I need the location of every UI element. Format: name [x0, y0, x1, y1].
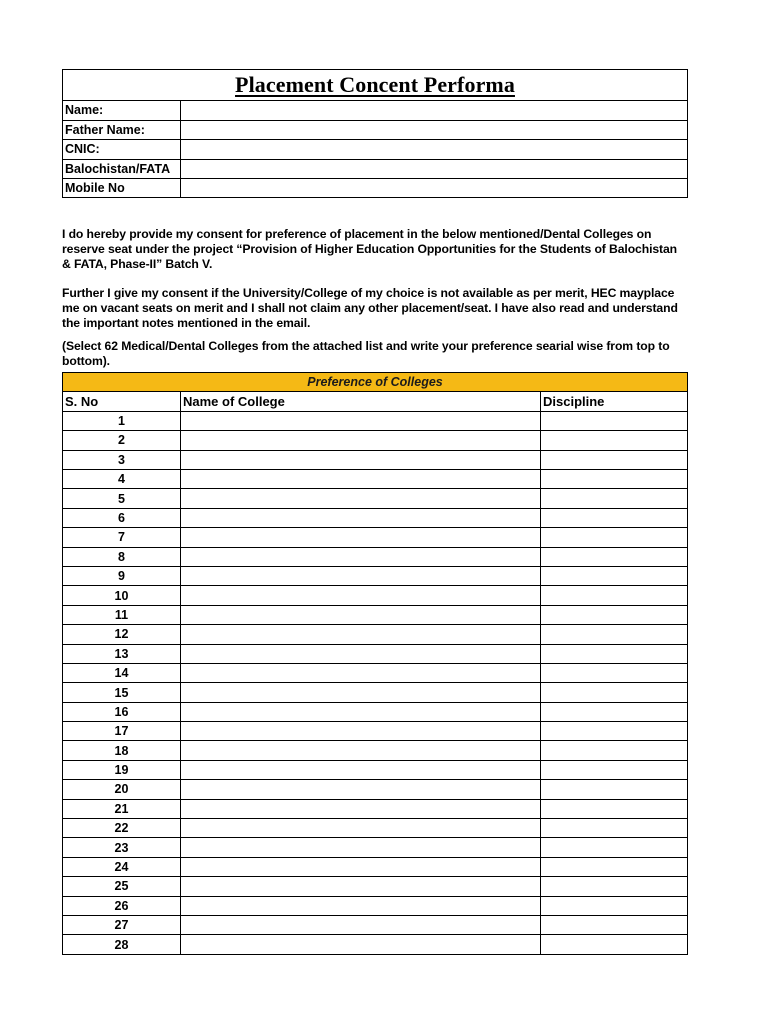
info-row-domicile: [63, 159, 688, 178]
discipline-cell[interactable]: [541, 663, 688, 682]
serial-number: 3: [63, 450, 181, 469]
merit-paragraph: Further I give my consent if the University/College of my choice is not available as per merit, HEC mayplace me on vacant seats on merit and I shall not claim any other placement/seat. I have also read and understand the important notes mentioned in the email.: [62, 286, 678, 331]
discipline-cell[interactable]: [541, 760, 688, 779]
table-row: [63, 528, 688, 547]
column-header-discipline: Discipline: [541, 392, 688, 411]
info-row-name: [63, 101, 688, 120]
table-row: [63, 625, 688, 644]
college-name-cell[interactable]: [181, 547, 541, 566]
cnic-field[interactable]: [181, 140, 688, 159]
college-name-cell[interactable]: [181, 857, 541, 876]
discipline-cell[interactable]: [541, 683, 688, 702]
title-box: [62, 69, 688, 101]
discipline-cell[interactable]: [541, 508, 688, 527]
father-name-field[interactable]: [181, 120, 688, 139]
name-field[interactable]: [181, 101, 688, 120]
table-row: [63, 780, 688, 799]
college-name-cell[interactable]: [181, 916, 541, 935]
discipline-cell[interactable]: [541, 780, 688, 799]
table-row: [63, 916, 688, 935]
serial-number: 4: [63, 470, 181, 489]
college-name-cell[interactable]: [181, 625, 541, 644]
college-name-cell[interactable]: [181, 644, 541, 663]
serial-number: 13: [63, 644, 181, 663]
page-title: Placement Concent Performa: [235, 72, 515, 97]
preference-table: [62, 372, 688, 954]
discipline-cell[interactable]: [541, 450, 688, 469]
consent-form: [62, 69, 688, 955]
table-row: [63, 877, 688, 896]
table-row: [63, 470, 688, 489]
discipline-cell[interactable]: [541, 625, 688, 644]
discipline-cell[interactable]: [541, 935, 688, 954]
discipline-cell[interactable]: [541, 586, 688, 605]
discipline-cell[interactable]: [541, 566, 688, 585]
serial-number: 16: [63, 702, 181, 721]
college-name-cell[interactable]: [181, 411, 541, 430]
serial-number: 12: [63, 625, 181, 644]
serial-number: 24: [63, 857, 181, 876]
column-header-sno: S. No: [63, 392, 181, 411]
serial-number: 22: [63, 819, 181, 838]
serial-number: 1: [63, 411, 181, 430]
college-name-cell[interactable]: [181, 431, 541, 450]
table-row: [63, 760, 688, 779]
college-name-cell[interactable]: [181, 819, 541, 838]
college-name-cell[interactable]: [181, 663, 541, 682]
table-row: [63, 857, 688, 876]
serial-number: 25: [63, 877, 181, 896]
serial-number: 27: [63, 916, 181, 935]
college-name-cell[interactable]: [181, 683, 541, 702]
table-row: [63, 489, 688, 508]
serial-number: 21: [63, 799, 181, 818]
college-name-cell[interactable]: [181, 877, 541, 896]
table-row: [63, 935, 688, 954]
table-row: [63, 702, 688, 721]
discipline-cell[interactable]: [541, 838, 688, 857]
instruction-paragraph: (Select 62 Medical/Dental Colleges from the attached list and write your preference searial wise from top to bottom).: [62, 339, 670, 369]
column-header-college: Name of College: [181, 392, 541, 411]
info-row-mobile: [63, 179, 688, 198]
college-name-cell[interactable]: [181, 450, 541, 469]
serial-number: 14: [63, 663, 181, 682]
college-name-cell[interactable]: [181, 722, 541, 741]
serial-number: 17: [63, 722, 181, 741]
name-label: Name:: [63, 101, 181, 120]
discipline-cell[interactable]: [541, 916, 688, 935]
discipline-cell[interactable]: [541, 741, 688, 760]
table-row: [63, 896, 688, 915]
college-name-cell[interactable]: [181, 586, 541, 605]
domicile-label: Balochistan/FATA: [63, 159, 181, 178]
preference-banner-row: [63, 373, 688, 392]
mobile-field[interactable]: [181, 179, 688, 198]
college-name-cell[interactable]: [181, 566, 541, 585]
table-row: [63, 741, 688, 760]
info-row-father-name: [63, 120, 688, 139]
discipline-cell[interactable]: [541, 644, 688, 663]
discipline-cell[interactable]: [541, 799, 688, 818]
serial-number: 19: [63, 760, 181, 779]
serial-number: 10: [63, 586, 181, 605]
college-name-cell[interactable]: [181, 508, 541, 527]
table-row: [63, 663, 688, 682]
college-name-cell[interactable]: [181, 760, 541, 779]
serial-number: 5: [63, 489, 181, 508]
table-row: [63, 566, 688, 585]
table-row: [63, 799, 688, 818]
discipline-cell[interactable]: [541, 411, 688, 430]
serial-number: 15: [63, 683, 181, 702]
serial-number: 11: [63, 605, 181, 624]
college-name-cell[interactable]: [181, 838, 541, 857]
discipline-cell[interactable]: [541, 431, 688, 450]
discipline-cell[interactable]: [541, 528, 688, 547]
college-name-cell[interactable]: [181, 528, 541, 547]
discipline-cell[interactable]: [541, 547, 688, 566]
college-name-cell[interactable]: [181, 489, 541, 508]
table-row: [63, 586, 688, 605]
serial-number: 20: [63, 780, 181, 799]
discipline-cell[interactable]: [541, 877, 688, 896]
discipline-cell[interactable]: [541, 489, 688, 508]
table-row: [63, 644, 688, 663]
domicile-field[interactable]: [181, 159, 688, 178]
college-name-cell[interactable]: [181, 896, 541, 915]
serial-number: 28: [63, 935, 181, 954]
father-name-label: Father Name:: [63, 120, 181, 139]
serial-number: 7: [63, 528, 181, 547]
college-name-cell[interactable]: [181, 470, 541, 489]
college-name-cell[interactable]: [181, 780, 541, 799]
discipline-cell[interactable]: [541, 857, 688, 876]
table-row: [63, 605, 688, 624]
college-name-cell[interactable]: [181, 741, 541, 760]
college-name-cell[interactable]: [181, 935, 541, 954]
preference-banner: Preference of Colleges: [63, 373, 688, 392]
mobile-label: Mobile No: [63, 179, 181, 198]
table-row: [63, 411, 688, 430]
table-row: [63, 819, 688, 838]
applicant-info-table: [62, 101, 688, 198]
serial-number: 9: [63, 566, 181, 585]
serial-number: 18: [63, 741, 181, 760]
table-row: [63, 508, 688, 527]
discipline-cell[interactable]: [541, 722, 688, 741]
serial-number: 8: [63, 547, 181, 566]
discipline-cell[interactable]: [541, 896, 688, 915]
discipline-cell[interactable]: [541, 702, 688, 721]
cnic-label: CNIC:: [63, 140, 181, 159]
serial-number: 26: [63, 896, 181, 915]
info-row-cnic: [63, 140, 688, 159]
serial-number: 2: [63, 431, 181, 450]
consent-paragraph: I do hereby provide my consent for preference of placement in the below mentioned/Dental Colleges on reserve seat under the project “Provision of Higher Education Opportunities for the Students of Balochistan & FATA, Phase-II” Batch V.: [62, 227, 678, 272]
serial-number: 6: [63, 508, 181, 527]
table-row: [63, 722, 688, 741]
college-name-cell[interactable]: [181, 605, 541, 624]
table-row: [63, 547, 688, 566]
discipline-cell[interactable]: [541, 605, 688, 624]
discipline-cell[interactable]: [541, 470, 688, 489]
table-row: [63, 838, 688, 857]
table-row: [63, 683, 688, 702]
college-name-cell[interactable]: [181, 799, 541, 818]
preference-header-row: [63, 392, 688, 411]
table-row: [63, 431, 688, 450]
serial-number: 23: [63, 838, 181, 857]
college-name-cell[interactable]: [181, 702, 541, 721]
table-row: [63, 450, 688, 469]
discipline-cell[interactable]: [541, 819, 688, 838]
